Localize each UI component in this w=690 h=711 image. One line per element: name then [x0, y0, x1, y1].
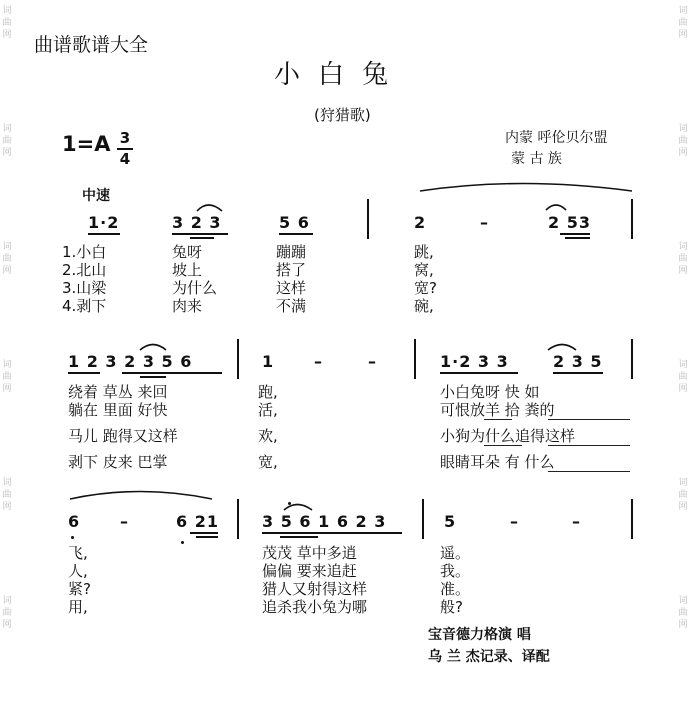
- watermark-glyph: 网: [2, 502, 12, 512]
- lyric-verse1: 茂茂 草中多逍: [262, 544, 357, 562]
- watermark-glyph: 曲: [678, 18, 688, 28]
- note-group: –: [314, 352, 323, 371]
- watermark-glyph: 曲: [2, 490, 12, 500]
- lyric-verse3: 猎人又射得这样: [262, 580, 368, 598]
- note-group: 2 53: [548, 213, 591, 232]
- lyric-verse2: 人,: [68, 562, 88, 580]
- watermark-glyph: 词: [678, 6, 688, 16]
- watermark-glyph: 网: [2, 266, 12, 276]
- lyric-verse2: 窝,: [414, 261, 434, 279]
- watermark-glyph: 词: [2, 478, 12, 488]
- watermark-glyph: 词: [678, 242, 688, 252]
- lyric-verse1: 遥。: [440, 544, 471, 562]
- watermark-glyph: 网: [2, 384, 12, 394]
- watermark-glyph: 网: [2, 30, 12, 40]
- credit-transcriber: 乌 兰 杰记录、译配: [428, 649, 550, 665]
- lyric-verse3: 宽?: [414, 279, 437, 297]
- watermark-glyph: 词: [2, 242, 12, 252]
- slur: [546, 205, 566, 210]
- slur: [197, 205, 222, 211]
- credit-singer: 宝音德力格演 唱: [428, 627, 531, 643]
- watermark-glyph: 网: [678, 502, 688, 512]
- note-group: 3 5 6 1 6 2 3: [262, 512, 387, 531]
- tie: [70, 492, 212, 500]
- watermark-glyph: 网: [2, 148, 12, 158]
- note-group: 3 2 3: [172, 213, 222, 232]
- note-group: 1 2 3 2 3 5 6: [68, 352, 193, 371]
- note-group: 2: [414, 213, 427, 232]
- lyric-verse2: 搭了: [276, 261, 307, 279]
- lyric-verse1: 蹦蹦: [276, 243, 307, 261]
- lyric-verse4: 不满: [276, 297, 307, 315]
- lyric-verse3: 小狗为什么追得这样: [440, 427, 576, 445]
- time-signature-top: 3: [119, 129, 131, 147]
- watermark-glyph: 曲: [678, 372, 688, 382]
- origin-region: 内蒙 呼伦贝尔盟: [505, 130, 608, 146]
- watermark-glyph: 曲: [678, 608, 688, 618]
- watermark-glyph: 曲: [678, 136, 688, 146]
- note-group: 5 6: [279, 213, 310, 232]
- lyric-verse2: 可恨放羊 拾 粪的: [440, 401, 555, 419]
- lyric-verse1: 兔呀: [172, 243, 203, 261]
- watermark-glyph: 词: [2, 124, 12, 134]
- lyric-verse3: 为什么: [172, 279, 218, 297]
- lyric-verse2: 偏偏 要来追赶: [262, 562, 357, 580]
- watermark-glyph: 词: [678, 360, 688, 370]
- watermark-glyph: 网: [678, 266, 688, 276]
- note-group: –: [368, 352, 377, 371]
- watermark-glyph: 词: [678, 478, 688, 488]
- watermark-glyph: 词: [678, 596, 688, 606]
- note-group: –: [510, 512, 519, 531]
- song-subtitle: (狩猎歌): [314, 106, 371, 124]
- note-group: –: [120, 512, 129, 531]
- lyric-verse4: 眼睛耳朵 有 什么: [440, 453, 555, 471]
- lyric-verse3: 欢,: [258, 427, 278, 445]
- lyric-verse1: 跳,: [414, 243, 434, 261]
- watermark-glyph: 网: [678, 620, 688, 630]
- tie: [420, 184, 632, 192]
- watermark-glyph: 网: [678, 30, 688, 40]
- lyric-verse4: 碗,: [414, 297, 434, 315]
- watermark-glyph: 网: [678, 148, 688, 158]
- lyric-verse3: 3.山梁: [62, 279, 107, 297]
- note-group: 1·2: [88, 213, 120, 232]
- song-title: 小白兔: [274, 60, 407, 90]
- note-group: 1: [262, 352, 275, 371]
- note-group: –: [480, 213, 489, 232]
- note-group: 6: [68, 512, 81, 531]
- lyric-verse2: 我。: [440, 562, 471, 580]
- lyric-verse1: 1.小白: [62, 243, 107, 261]
- slur: [284, 505, 312, 511]
- origin-ethnicity: 蒙 古 族: [511, 151, 562, 167]
- slur: [140, 345, 166, 351]
- lyric-verse1: 跑,: [258, 383, 278, 401]
- watermark-glyph: 网: [678, 384, 688, 394]
- watermark-glyph: 词: [2, 596, 12, 606]
- lyric-verse1: 飞,: [68, 544, 88, 562]
- watermark-glyph: 词: [2, 6, 12, 16]
- note-group: –: [572, 512, 581, 531]
- lyric-verse2: 2.北山: [62, 261, 107, 279]
- site-label: 曲谱歌谱大全: [34, 34, 149, 56]
- key-signature: 1=A: [62, 132, 111, 156]
- lyric-verse2: 坡上: [172, 261, 203, 279]
- watermark-glyph: 曲: [2, 136, 12, 146]
- watermark-glyph: 曲: [2, 18, 12, 28]
- watermark-glyph: 曲: [678, 254, 688, 264]
- watermark-glyph: 曲: [2, 372, 12, 382]
- lyric-verse4: 用,: [68, 598, 88, 616]
- lyric-verse4: 肉来: [172, 297, 203, 315]
- tempo-marking: 中速: [82, 188, 110, 204]
- note-group: 6 21: [176, 512, 219, 531]
- slur: [548, 345, 576, 351]
- lyric-verse2: 活,: [258, 401, 278, 419]
- watermark-glyph: 词: [2, 360, 12, 370]
- lyric-verse4: 4.剥下: [62, 297, 107, 315]
- watermark-glyph: 词: [678, 124, 688, 134]
- lyric-verse3: 马儿 跑得又这样: [68, 427, 178, 445]
- watermark-glyph: 曲: [2, 608, 12, 618]
- note-group: 1·2 3 3: [440, 352, 509, 371]
- lyric-verse2: 躺在 里面 好快: [68, 401, 168, 419]
- lyric-verse4: 剥下 皮来 巴掌: [68, 453, 168, 471]
- watermark-glyph: 曲: [678, 490, 688, 500]
- lyric-verse3: 这样: [276, 279, 307, 297]
- time-signature-bottom: 4: [119, 150, 131, 168]
- lyric-verse4: 追杀我小兔为哪: [262, 598, 368, 616]
- watermark-glyph: 网: [2, 620, 12, 630]
- note-group: 5: [444, 512, 457, 531]
- lyric-verse1: 小白兔呀 快 如: [440, 383, 540, 401]
- note-group: 2 3 5: [553, 352, 603, 371]
- lyric-verse1: 绕着 草丛 来回: [68, 383, 168, 401]
- lyric-verse3: 准。: [440, 580, 471, 598]
- lyric-verse3: 紧?: [68, 580, 91, 598]
- watermark-glyph: 曲: [2, 254, 12, 264]
- lyric-verse4: 般?: [440, 598, 463, 616]
- lyric-verse4: 宽,: [258, 453, 278, 471]
